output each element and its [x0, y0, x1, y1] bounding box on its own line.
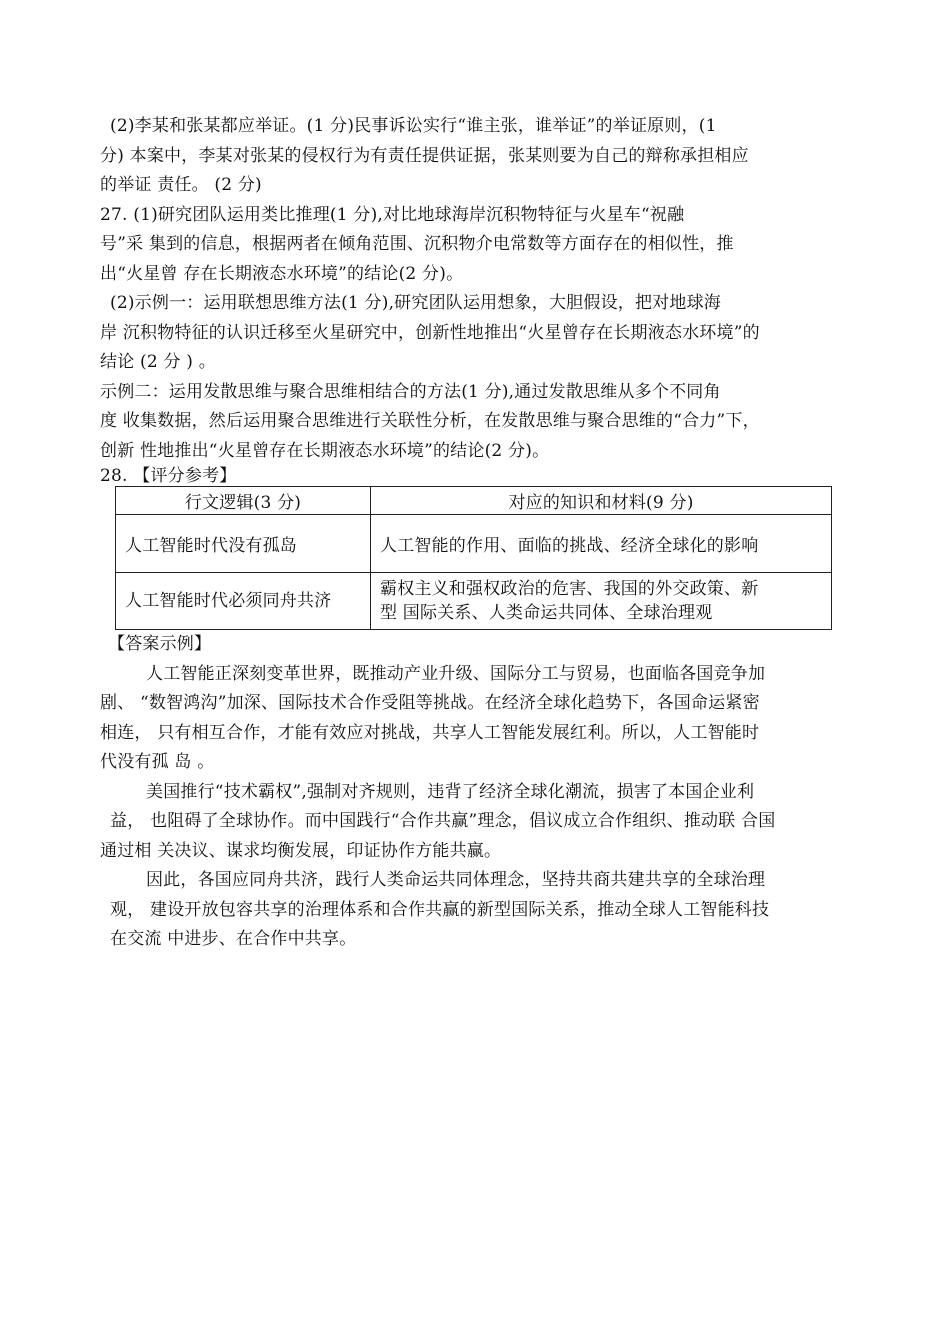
- text-line: 美国推行“技术霸权”,强制对齐规则，违背了经济全球化潮流，损害了本国企业利: [146, 781, 755, 802]
- answer-paragraph-3: [100, 866, 852, 955]
- answer-sheet-page: [100, 112, 852, 955]
- table-row: [116, 515, 832, 573]
- q27-part2-example1: [100, 289, 852, 378]
- text-line: 27. (1)研究团队运用类比推理(1 分),对比地球海岸沉积物特征与火星车“祝融: [100, 204, 685, 225]
- table-row: [116, 573, 832, 630]
- cell-line: 霸权主义和强权政治的危害、我国的外交政策、新: [380, 579, 759, 599]
- text-line: 示例二：运用发散思维与聚合思维相结合的方法(1 分),通过发散思维从多个不同角: [100, 381, 721, 402]
- text-line: (2)李某和张某都应举证。(1 分)民事诉讼实行“谁主张，谁举证”的举证原则，(1: [110, 116, 717, 136]
- score-reference-table: [115, 486, 832, 630]
- text-line: 益， 也阻碍了全球协作。而中国践行“合作共赢”理念，倡议成立合作组织、推动联 合国: [110, 811, 776, 831]
- text-line: 结论 (2 分 ) 。: [100, 352, 216, 372]
- text-line: (2)示例一：运用联想思维方法(1 分),研究团队运用想象，大胆假设，把对地球海: [110, 293, 721, 313]
- cell-line: 型 国际关系、人类命运共同体、全球治理观: [380, 603, 713, 623]
- table-header-logic: 行文逻辑(3 分): [116, 487, 371, 515]
- answer-paragraph-2: [100, 778, 852, 867]
- text-line: 相连， 只有相互合作，才能有效应对挑战，共享人工智能发展红利。所以，人工智能时: [100, 722, 760, 743]
- table-cell: 人工智能时代没有孤岛: [116, 515, 371, 573]
- text-line: 因此，各国应同舟共济，践行人类命运共同体理念，坚持共商共建共享的全球治理: [146, 870, 766, 890]
- text-line: 分) 本案中，李某对张某的侵权行为有责任提供证据，张某则要为自己的辩称承担相应: [100, 145, 749, 166]
- q26-part2: [100, 112, 852, 201]
- text-line: 通过相 关决议、谋求均衡发展，印证协作方能共赢。: [100, 840, 502, 861]
- text-line: 出“火星曾 存在长期液态水环境”的结论(2 分)。: [100, 263, 464, 284]
- table-header-knowledge: 对应的知识和材料(9 分): [371, 487, 832, 515]
- text-line: 号”采 集到的信息，根据两者在倾角范围、沉积物介电常数等方面存在的相似性，推: [100, 234, 734, 254]
- text-line: 观， 建设开放包容共享的治理体系和合作共赢的新型国际关系，推动全球人工智能科技: [110, 899, 770, 920]
- table-cell: 人工智能的作用、面临的挑战、经济全球化的影响: [371, 515, 832, 573]
- text-line: 剧、 “数智鸿沟”加深、国际技术合作受阻等挑战。在经济全球化趋势下，各国命运紧密: [100, 693, 760, 713]
- text-line: 度 收集数据，然后运用聚合思维进行关联性分析，在发散思维与聚合思维的“合力”下，: [100, 411, 760, 431]
- text-line: 岸 沉积物特征的认识迁移至火星研究中，创新性地推出“火星曾存在长期液态水环境”的: [100, 322, 760, 343]
- text-line: 创新 性地推出“火星曾存在长期液态水环境”的结论(2 分)。: [100, 440, 550, 461]
- q27-part1: [100, 201, 852, 290]
- text-line: 代没有孤 岛 。: [100, 752, 215, 772]
- text-line: 人工智能正深刻变革世界，既推动产业升级、国际分工与贸易，也面临各国竞争加: [146, 663, 766, 684]
- table-cell: 人工智能时代必须同舟共济: [116, 573, 371, 630]
- answer-paragraph-1: [100, 660, 852, 778]
- answer-heading: 【答案示例】: [108, 634, 212, 654]
- table-cell: [371, 573, 832, 630]
- text-line: 在交流 中进步、在合作中共享。: [110, 929, 357, 949]
- q27-part2-example2: [100, 378, 852, 467]
- text-line: 的举证 责任。 (2 分): [100, 175, 262, 195]
- q28-heading: 28. 【评分参考】: [100, 466, 237, 486]
